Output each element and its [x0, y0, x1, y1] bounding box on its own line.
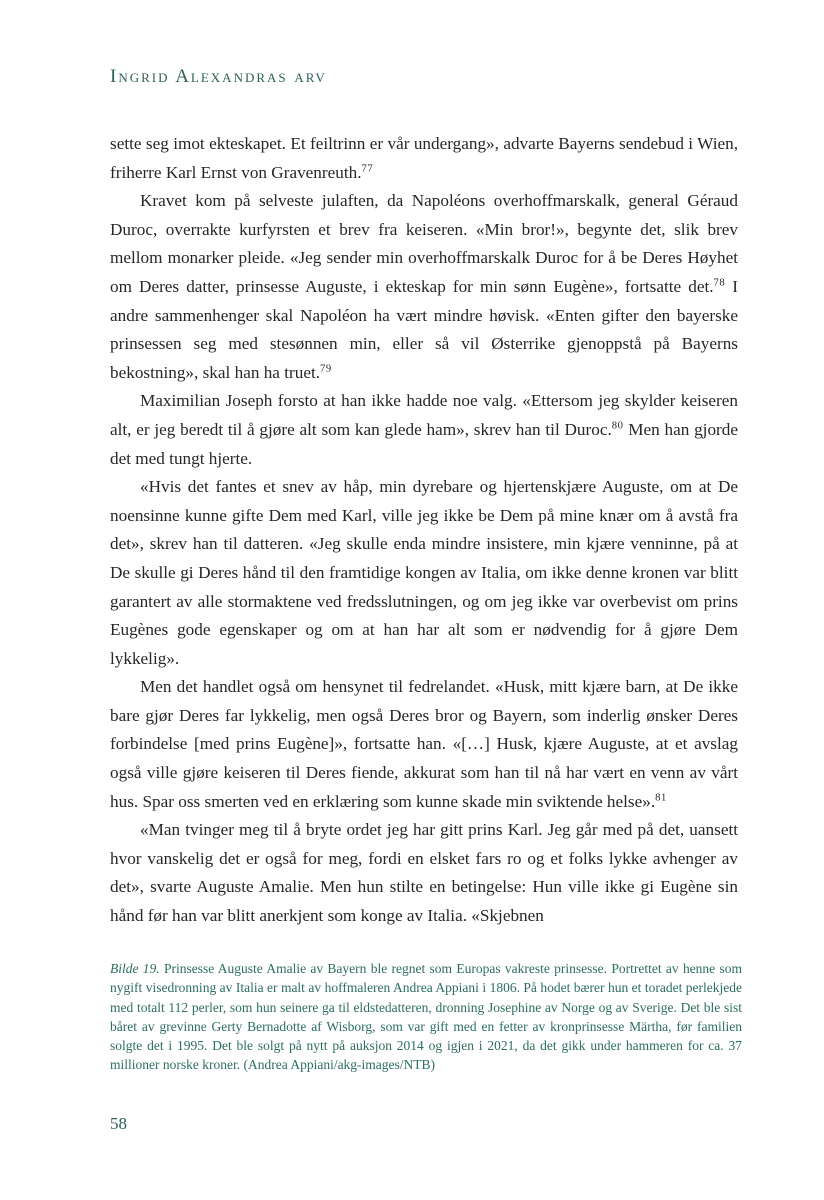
footnote-marker: 77 — [361, 162, 374, 174]
running-header: Ingrid Alexandras arv — [110, 66, 327, 87]
paragraph: Kravet kom på selveste julaften, da Napoléons overhoffmarskalk, general Géraud Duroc, overrakte kurfyrsten et brev fra keiseren. «Min bror!», begynte det, slik brev mellom monarker pleide. «Jeg sender min overhoffmarskalk Duroc for å be Deres Høyhet om Deres datter, prinsesse Auguste, i ekteskap for min sønn Eugène», fortsatte det.$^{78}$ I andre sammenhenger skal Napoléon ha vært mindre høvisk. «Enten gifter den bayerske prinsessen seg med stesønnen min, eller så vil Østerrike gjenoppstå på Bayerns bekostning», skal han ha truet.$^{79}$ — [110, 191, 738, 382]
paragraph: sette seg imot ekteskapet. Et feiltrinn er vår undergang», advarte Bayerns sendebud i Wien, friherre Karl Ernst von Gravenreuth.$^{77}$ — [110, 134, 738, 182]
page-number: 58 — [110, 1114, 127, 1133]
caption-text: Prinsesse Auguste Amalie av Bayern ble regnet som Europas vakreste prinsesse. Portrettet av henne som nygift visedronning av Italia er malt av hoffmaleren Andrea Appiani i 1806. På hodet bærer hun et toradet perlekjede med totalt 112 perler, som hun seinere ga til eldstedatteren, dronning Josephine av Norge og av Sverige. Det ble sist båret av grevinne Gerty Bernadotte af Wisborg, som var gift med en fetter av kronprinsesse Märtha, før familien solgte det i 1995. Det ble solgt på nytt på auksjon 2014 og igjen i 2021, da det gikk under hammeren for ca. 37 millioner norske kroner. (Andrea Appiani/akg-images/NTB) — [110, 961, 742, 1073]
paragraph: «Man tvinger meg til å bryte ordet jeg har gitt prins Karl. Jeg går med på det, uansett hvor vanskelig det er også for meg, fordi en elsket fars ro og et folks lykke avhenger av det», svarte Auguste Amalie. Men hun stilte en betingelse: Hun ville ikke gi Eugène sin hånd før han var blitt anerkjent som konge av Italia. «Skjebnen — [110, 820, 738, 926]
paragraph: Men det handlet også om hensynet til fedrelandet. «Husk, mitt kjære barn, at De ikke bare gjør Deres far lykkelig, men også Deres bror og Bayern, som inderlig ønsker Deres forbindelse [med prins Eugène]», fortsatte han. «[…] Husk, kjære Auguste, at et avslag også ville gjøre keiseren til Deres fiende, akkurat som han til nå har vært en venn av vårt hus. Spar oss smerten ved en erklæring som kunne skade min sviktende helse».$^{81}$ — [110, 677, 738, 811]
caption-label: Bilde 19. — [110, 961, 160, 976]
paragraph: «Hvis det fantes et snev av håp, min dyrebare og hjertenskjære Auguste, om at De noensinne kunne gifte Dem med Karl, ville jeg ikke be Dem på mine knær om å avstå fra det», skrev han til datteren. «Jeg skulle enda mindre insistere, min kjære venninne, på at De skulle gi Deres hånd til den framtidige kongen av Italia, om ikke denne kronen var blitt garantert av alle stormaktene ved fredsslutningen, og om jeg ikke var overbevist om prins Eugènes gode egenskaper og om at han har alt som er nødvendig for å gjøre Dem lykkelig». — [110, 477, 738, 668]
footnote-marker: 79 — [320, 363, 332, 375]
photo-caption — [110, 959, 742, 1075]
footnote-marker: 78 — [713, 277, 726, 289]
paragraph: Maximilian Joseph forsto at han ikke hadde noe valg. «Ettersom jeg skylder keiseren alt, er jeg beredt til å gjøre alt som kan glede ham», skrev han til Duroc.$^{80}$ Men han gjorde det med tungt hjerte. — [110, 391, 739, 468]
footnote-marker: 80 — [611, 420, 624, 432]
footnote-marker: 81 — [655, 791, 667, 803]
body-text — [110, 130, 738, 931]
